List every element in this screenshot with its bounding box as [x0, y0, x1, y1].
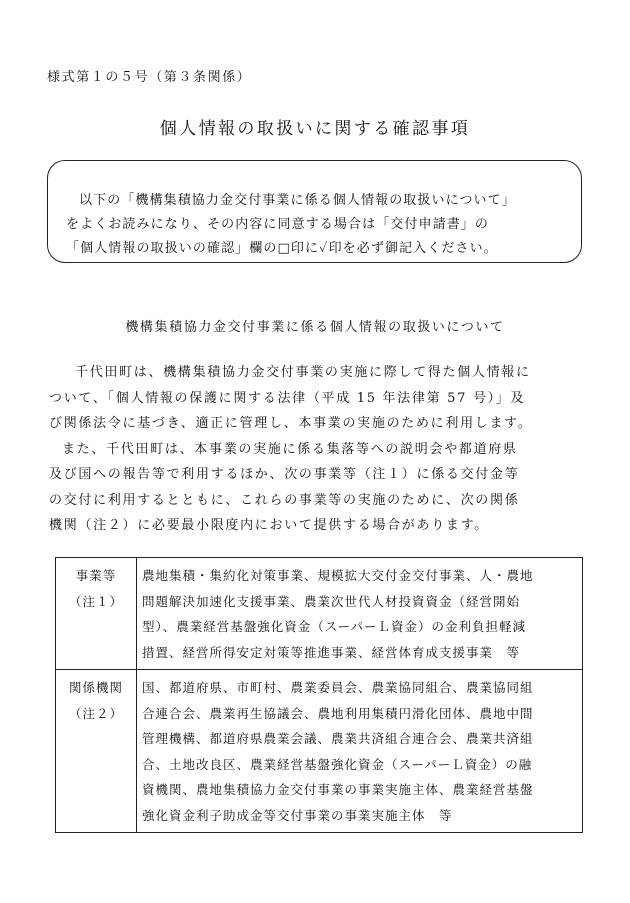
- content-line: 資機関、農地集積協力金交付事業の事業実施主体、農業経営基盤: [142, 782, 534, 797]
- notice-line: 以下の「機構集積協力金交付事業に係る個人情報の取扱いについて」: [79, 193, 516, 208]
- info-table: [55, 557, 583, 833]
- row-content: [137, 558, 583, 670]
- section-body: [49, 360, 582, 539]
- label-line: 事業等: [75, 568, 117, 583]
- page-title: 個人情報の取扱いに関する確認事項: [159, 119, 471, 139]
- content-line: 合、土地改良区、農業経営基盤強化資金（スーパーＬ資金）の融: [142, 756, 533, 772]
- notice-line: 「個人情報の取扱いの確認」欄の□印に✓印を必ず御記入ください。: [66, 241, 498, 256]
- content-line: 型）、農業経営基盤強化資金（スーパーＬ資金）の金利負担軽減: [142, 619, 527, 634]
- content-line: 強化資金利子助成金等交付事業の事業実施主体 等: [142, 807, 453, 823]
- body-line: 機関（注２）に必要最小限度内において提供する場合があります。: [49, 518, 489, 533]
- body-line: 及び国への報告等で利用するほか、次の事業等（注１）に係る交付金等: [49, 467, 520, 482]
- content-line: 国、都道府県、市町村、農業委員会、農業協同組合、農業協同組: [142, 680, 534, 695]
- body-line: また、千代田町は、本事業の実施に係る集落等への説明会や都道府県: [62, 441, 518, 457]
- row-label: [56, 558, 137, 670]
- body-line: 千代田町は、機構集積協力金交付事業の実施に際して得た個人情報に: [75, 365, 531, 380]
- table-row: [56, 558, 583, 670]
- table-row: [56, 670, 583, 833]
- form-number: 様式第１の５号（第３条関係）: [47, 70, 252, 85]
- section-title: 機構集積協力金交付事業に係る個人情報の取扱いについて: [125, 320, 505, 335]
- label-line: （注２）: [68, 705, 123, 721]
- content-line: 措置、経営所得安定対策等推進事業、経営体育成支援事業 等: [142, 644, 521, 660]
- notice-line: をよくお読みになり、その内容に同意する場合は「交付申請書」の: [66, 217, 490, 232]
- row-content: [137, 670, 583, 833]
- body-line: の交付に利用するとともに、これらの事業等の実施のために、次の関係: [49, 492, 520, 508]
- notice-box: [47, 160, 582, 263]
- label-line: 関係機関: [68, 680, 123, 695]
- body-line: び関係法令に基づき、適正に管理し、本事業の実施のために利用します。: [49, 416, 533, 431]
- content-line: 管理機構、都道府県農業会議、農業共済組合連合会、農業共済組: [142, 731, 534, 746]
- row-label: [56, 670, 137, 833]
- label-line: （注１）: [68, 593, 123, 609]
- content-line: 農地集積・集約化対策事業、規模拡大交付金交付事業、人・農地: [142, 568, 534, 583]
- body-line: ついて、「個人情報の保護に関する法律（平成 15 年法律第 57 号）」及: [49, 390, 526, 406]
- content-line: 問題解決加速化支援事業、農業次世代人材投資資金（経営開始: [142, 593, 521, 609]
- content-line: 合連合会、農業再生協議会、農地利用集積円滑化団体、農地中間: [142, 705, 534, 721]
